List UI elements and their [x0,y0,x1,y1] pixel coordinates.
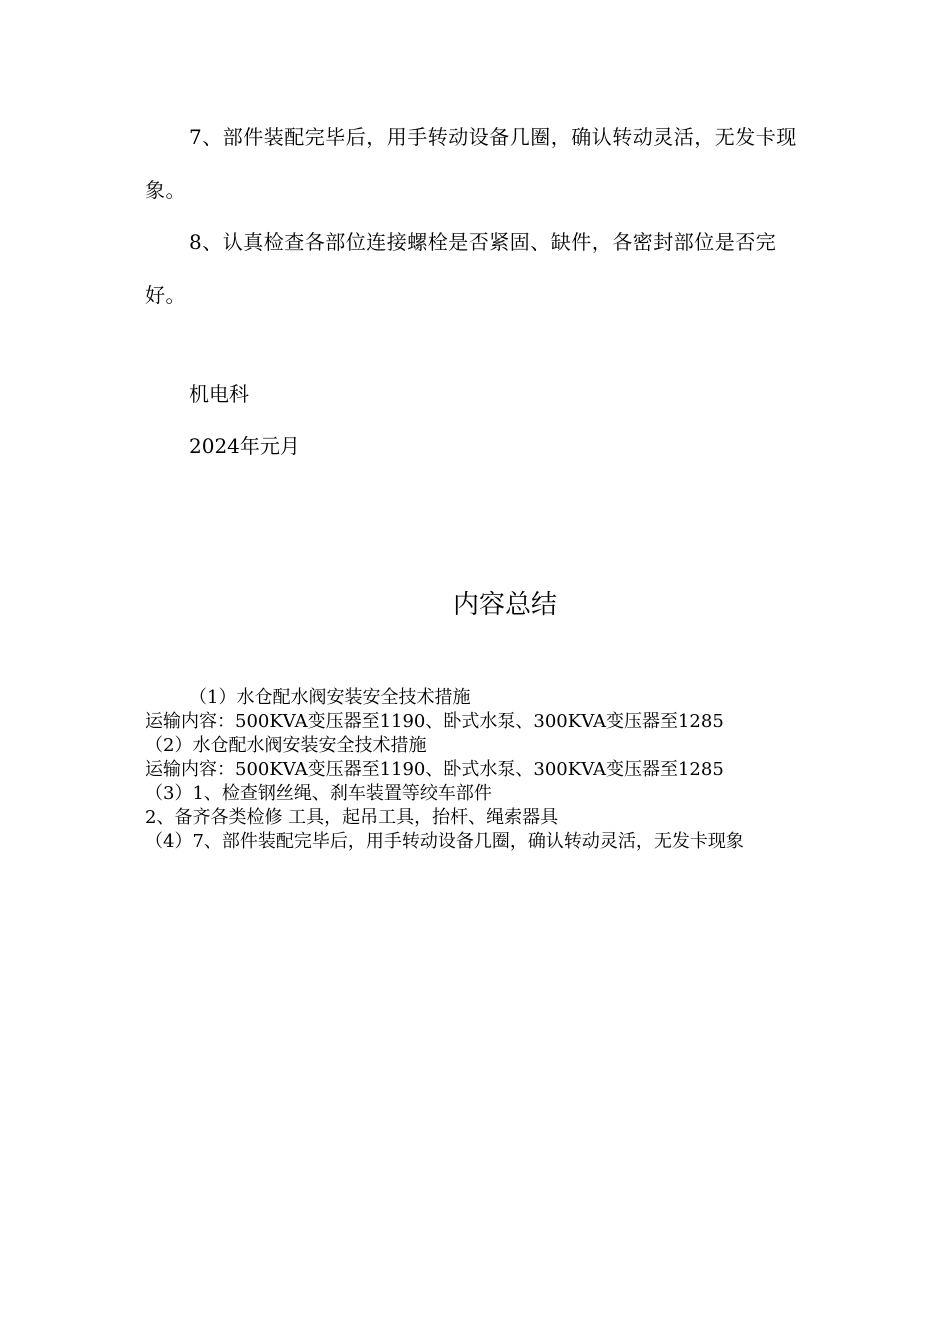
summary-title: 内容总结 [452,590,557,620]
signature-date: 2024年元月 [189,434,300,458]
summary-list [145,686,795,854]
summary-line: （4）7、部件装配完毕后，用手转动设备几圈，确认转动灵活，无发卡现象 [145,831,744,852]
summary-line: （2）水仓配水阀安装安全技术措施 [145,735,427,756]
signature-department: 机电科 [189,382,249,406]
summary-line: 运输内容：500KVA变压器至1190、卧式水泵、300KVA变压器至1285 [145,711,724,732]
summary-line: （3）1、检查钢丝绳、刹车装置等绞车部件 [145,783,492,804]
summary-line: 2、备齐各类检修 工具，起吊工具，抬杆、绳索器具 [145,807,559,828]
summary-line: 运输内容：500KVA变压器至1190、卧式水泵、300KVA变压器至1285 [145,759,724,780]
paragraph-item-8: 8、认真检查各部位连接螺栓是否紧固、缺件，各密封部位是否完好。 [145,230,777,307]
paragraph-item-7: 7、部件装配完毕后，用手转动设备几圈，确认转动灵活，无发卡现象。 [145,125,797,202]
summary-line: （1）水仓配水阀安装安全技术措施 [189,687,471,708]
